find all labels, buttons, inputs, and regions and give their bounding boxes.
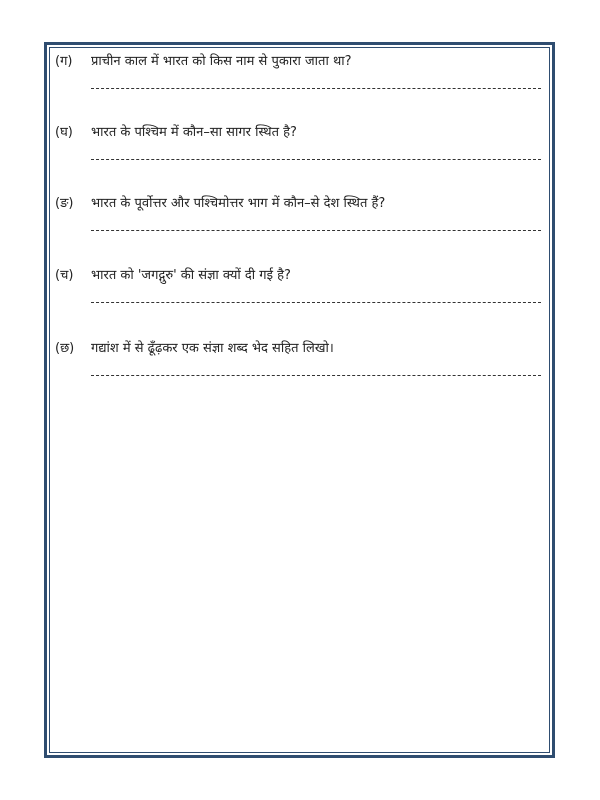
answer-line[interactable] <box>91 375 541 376</box>
question-text: भारत के पूर्वोत्तर और पश्चिमोत्तर भाग में कौन–से देश स्थित हैं? <box>91 196 386 211</box>
question-item <box>0 194 600 254</box>
question-number: (छ) <box>55 341 75 356</box>
question-text: प्राचीन काल में भारत को किस नाम से पुकारा जाता था? <box>91 54 352 69</box>
question-item <box>0 339 600 399</box>
question-text: गद्यांश में से ढूँढ़कर एक संज्ञा शब्द भेद सहित लिखो। <box>91 341 334 356</box>
question-text: भारत को 'जगद्गुरु' की संज्ञा क्यों दी गई है? <box>91 268 291 283</box>
question-number: (च) <box>55 268 74 283</box>
question-item <box>0 266 600 326</box>
question-number: (ग) <box>55 54 73 69</box>
question-number: (ङ) <box>55 196 74 211</box>
answer-line[interactable] <box>91 159 541 160</box>
question-item <box>0 52 600 112</box>
question-text: भारत के पश्चिम में कौन–सा सागर स्थित है? <box>91 125 297 140</box>
question-item <box>0 123 600 183</box>
answer-line[interactable] <box>91 88 541 89</box>
answer-line[interactable] <box>91 302 541 303</box>
question-number: (घ) <box>55 125 73 140</box>
answer-line[interactable] <box>91 230 541 231</box>
